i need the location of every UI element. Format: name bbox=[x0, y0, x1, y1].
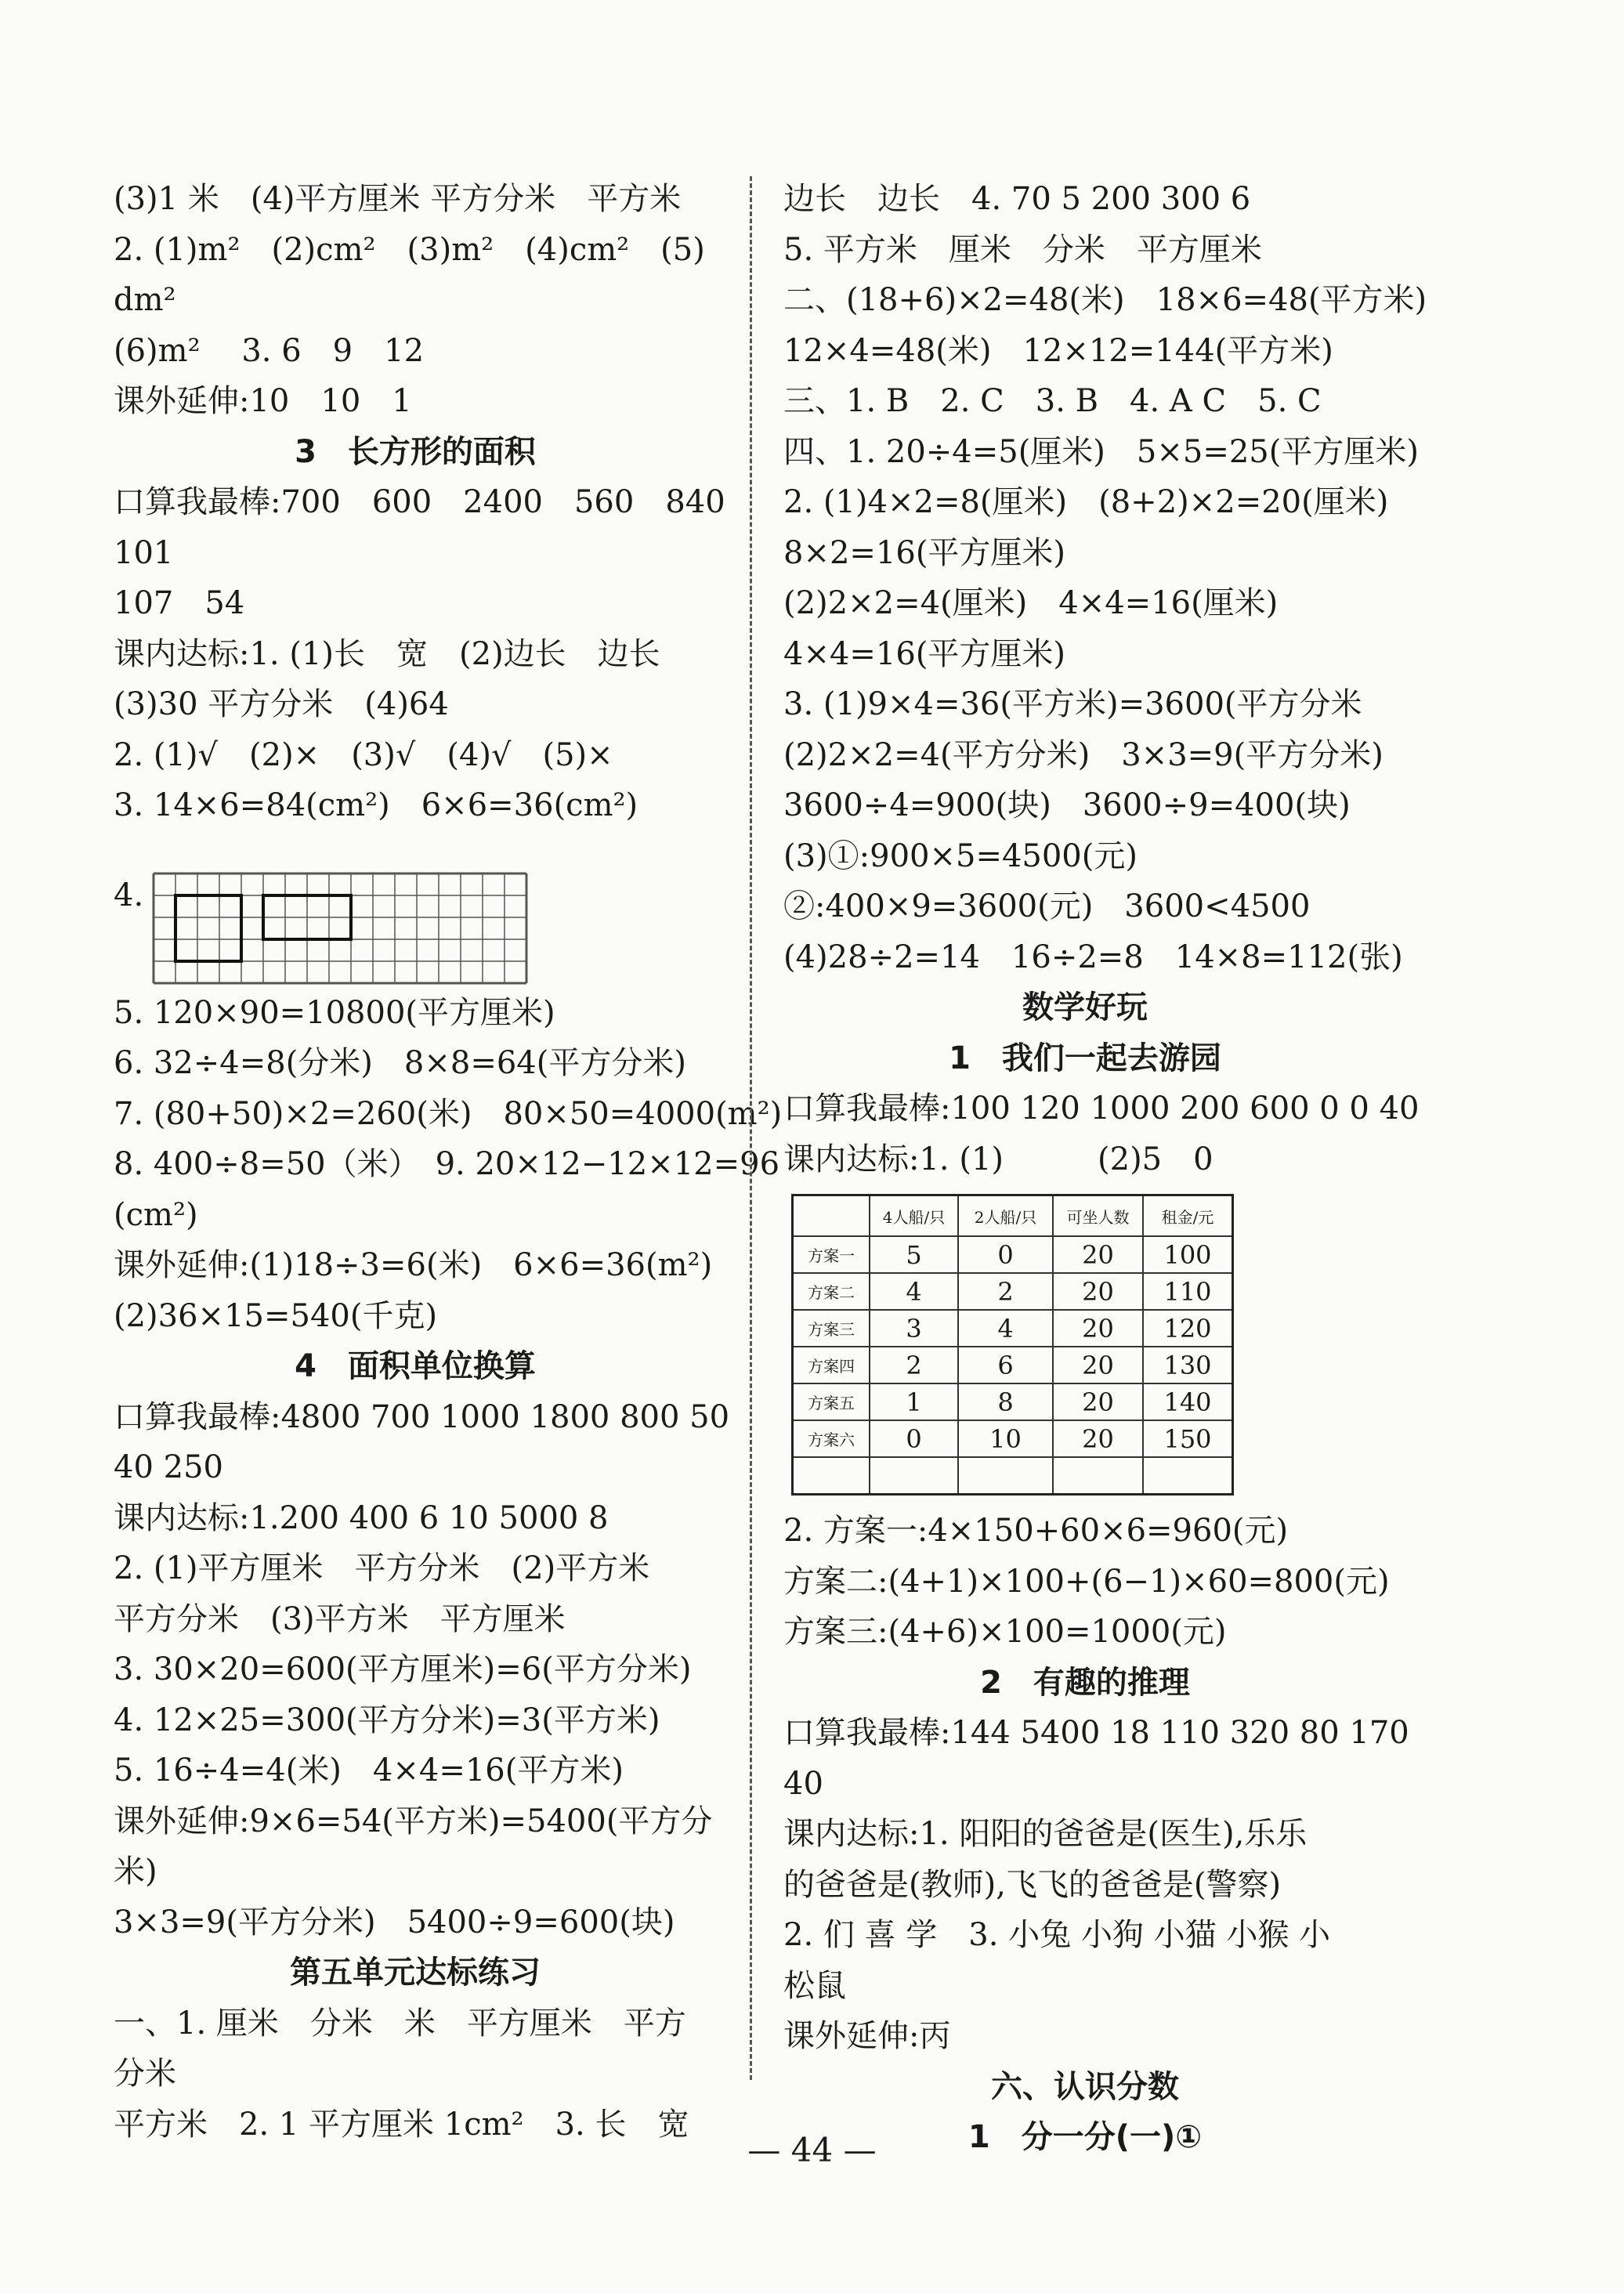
answer-line: (3)1 米 (4)平方厘米 平方分米 平方米 bbox=[114, 181, 682, 217]
answer-line: 口算我最棒:100 120 1000 200 600 0 0 40 bbox=[783, 1090, 1420, 1127]
answer-line: 口算我最棒:144 5400 18 110 320 80 170 bbox=[783, 1715, 1409, 1751]
grid-exercise-label: 4. bbox=[114, 877, 144, 913]
table-cell: 2 bbox=[870, 1347, 958, 1383]
answer-line: 米) bbox=[114, 1854, 157, 1890]
table-cell: 140 bbox=[1143, 1383, 1233, 1420]
grid-exercise bbox=[114, 831, 717, 988]
table-row bbox=[793, 1273, 1233, 1310]
table-cell: 130 bbox=[1143, 1347, 1233, 1383]
table-cell: 2 bbox=[958, 1273, 1053, 1310]
answer-line: 2. (1)平方厘米 平方分米 (2)平方米 bbox=[114, 1550, 650, 1586]
answer-line: 平方分米 (3)平方米 平方厘米 bbox=[114, 1600, 566, 1637]
answer-line: (6)m² 3. 6 9 12 bbox=[114, 332, 425, 369]
section-heading: 3 长方形的面积 bbox=[295, 433, 536, 470]
answer-line: 5. 平方米 厘米 分米 平方厘米 bbox=[783, 231, 1262, 268]
table-cell: 20 bbox=[1053, 1310, 1143, 1347]
table-row bbox=[793, 1236, 1233, 1273]
answer-line: 平方米 2. 1 平方厘米 1cm² 3. 长 宽 bbox=[114, 2106, 689, 2143]
table-cell bbox=[793, 1457, 870, 1495]
table-row bbox=[793, 1420, 1233, 1457]
answer-line: 3×3=9(平方分米) 5400÷9=600(块) bbox=[114, 1904, 675, 1940]
table-header-cell: 可坐人数 bbox=[1053, 1195, 1143, 1237]
answer-line: 3. (1)9×4=36(平方米)=3600(平方分米 bbox=[783, 686, 1362, 722]
answer-line: 课内达标:1. (1)长 宽 (2)边长 边长 bbox=[114, 635, 660, 672]
answer-line: 8×2=16(平方厘米) bbox=[783, 534, 1066, 571]
answer-line: 101 bbox=[114, 534, 174, 571]
answer-line: 课外延伸:丙 bbox=[783, 2018, 951, 2054]
answer-line: 40 bbox=[783, 1765, 823, 1802]
table-cell: 5 bbox=[870, 1236, 958, 1273]
table-cell: 4 bbox=[958, 1310, 1053, 1347]
answer-line: 2. 们 喜 学 3. 小兔 小狗 小猫 小猴 小 bbox=[783, 1917, 1331, 1953]
table-cell: 20 bbox=[1053, 1236, 1143, 1273]
table-row bbox=[793, 1383, 1233, 1420]
table-cell: 方案四 bbox=[793, 1347, 870, 1383]
answer-line: 40 250 bbox=[114, 1449, 223, 1485]
answer-line: (3)①:900×5=4500(元) bbox=[783, 837, 1138, 874]
section-heading: 1 分一分(一)① bbox=[968, 2119, 1203, 2155]
table-cell: 120 bbox=[1143, 1310, 1233, 1347]
table-cell bbox=[1143, 1457, 1233, 1495]
answer-line: 7. (80+50)×2=260(米) 80×50=4000(m²) bbox=[114, 1095, 783, 1132]
answer-line: 3600÷4=900(块) 3600÷9=400(块) bbox=[783, 787, 1351, 823]
table-cell bbox=[958, 1457, 1053, 1495]
answer-line: 四、1. 20÷4=5(厘米) 5×5=25(平方厘米) bbox=[783, 433, 1419, 470]
answer-line: 一、1. 厘米 分米 米 平方厘米 平方 bbox=[114, 2005, 686, 2042]
answer-line: (2)2×2=4(厘米) 4×4=16(厘米) bbox=[783, 585, 1279, 621]
table-cell: 100 bbox=[1143, 1236, 1233, 1273]
section-heading: 4 面积单位换算 bbox=[295, 1348, 536, 1384]
table-cell: 方案三 bbox=[793, 1310, 870, 1347]
left-column bbox=[114, 174, 783, 2150]
table-cell: 110 bbox=[1143, 1273, 1233, 1310]
table-cell: 10 bbox=[958, 1420, 1053, 1457]
answer-line: 课外延伸:9×6=54(平方米)=5400(平方分 bbox=[114, 1803, 713, 1839]
table-cell: 3 bbox=[870, 1310, 958, 1347]
answer-line: 6. 32÷4=8(分米) 8×8=64(平方分米) bbox=[114, 1045, 686, 1081]
answer-line: 107 54 bbox=[114, 585, 245, 621]
table-cell: 6 bbox=[958, 1347, 1053, 1383]
section-heading: 数学好玩 bbox=[1022, 989, 1148, 1025]
section-heading: 1 我们一起去游园 bbox=[949, 1040, 1221, 1076]
section-heading: 六、认识分数 bbox=[991, 2068, 1179, 2105]
table-header-cell: 租金/元 bbox=[1143, 1195, 1233, 1237]
answer-line: (4)28÷2=14 16÷2=8 14×8=112(张) bbox=[783, 939, 1403, 975]
answer-line: 2. 方案一:4×150+60×6=960(元) bbox=[783, 1513, 1289, 1549]
table-cell: 20 bbox=[1053, 1347, 1143, 1383]
section-heading: 第五单元达标练习 bbox=[290, 1955, 541, 1991]
table-header-cell: 2人船/只 bbox=[958, 1195, 1053, 1237]
answer-line: 4. 12×25=300(平方分米)=3(平方米) bbox=[114, 1702, 660, 1738]
answer-line: 4×4=16(平方厘米) bbox=[783, 635, 1066, 672]
grid-figure bbox=[150, 869, 533, 1002]
table-cell: 方案一 bbox=[793, 1236, 870, 1273]
table-cell bbox=[1053, 1457, 1143, 1495]
table-cell: 方案六 bbox=[793, 1420, 870, 1457]
drawn-rectangle bbox=[175, 895, 241, 961]
right-column bbox=[783, 174, 1427, 2163]
answer-line: 2. (1)√ (2)× (3)√ (4)√ (5)× bbox=[114, 736, 613, 773]
answer-line: dm² bbox=[114, 282, 176, 318]
table-cell: 方案二 bbox=[793, 1273, 870, 1310]
answer-line: 课内达标:1.200 400 6 10 5000 8 bbox=[114, 1499, 609, 1536]
answer-line: 课外延伸:(1)18÷3=6(米) 6×6=36(m²) bbox=[114, 1247, 713, 1283]
answer-line: 2. (1)m² (2)cm² (3)m² (4)cm² (5) bbox=[114, 231, 705, 268]
answer-line: 课外延伸:10 10 1 bbox=[114, 383, 412, 419]
table-cell: 8 bbox=[958, 1383, 1053, 1420]
answer-line: 边长 边长 4. 70 5 200 300 6 bbox=[783, 181, 1251, 217]
table-row bbox=[793, 1310, 1233, 1347]
answer-line: 5. 16÷4=4(米) 4×4=16(平方米) bbox=[114, 1752, 624, 1788]
table-cell: 方案五 bbox=[793, 1383, 870, 1420]
answer-line: 二、(18+6)×2=48(米) 18×6=48(平方米) bbox=[783, 282, 1427, 318]
answer-line: (2)36×15=540(千克) bbox=[114, 1297, 438, 1334]
answer-line: 口算我最棒:700 600 2400 560 840 bbox=[114, 484, 725, 520]
table-block bbox=[783, 1184, 1387, 1506]
table-cell: 20 bbox=[1053, 1273, 1143, 1310]
table-header-cell bbox=[793, 1195, 870, 1237]
boat-rental-table bbox=[791, 1194, 1234, 1496]
table-cell: 0 bbox=[870, 1420, 958, 1457]
section-heading: 2 有趣的推理 bbox=[980, 1664, 1190, 1701]
answer-line: (cm²) bbox=[114, 1196, 198, 1233]
table-cell: 1 bbox=[870, 1383, 958, 1420]
answer-line: 的爸爸是(教师),飞飞的爸爸是(警察) bbox=[783, 1866, 1282, 1903]
answer-line: 5. 120×90=10800(平方厘米) bbox=[114, 994, 555, 1031]
answer-line: 三、1. B 2. C 3. B 4. A C 5. C bbox=[783, 383, 1322, 419]
answer-line: 口算我最棒:4800 700 1000 1800 800 50 bbox=[114, 1398, 730, 1435]
column-divider bbox=[750, 176, 752, 2080]
table-cell bbox=[870, 1457, 958, 1495]
answer-line: 3. 30×20=600(平方厘米)=6(平方分米) bbox=[114, 1651, 692, 1687]
table-cell: 150 bbox=[1143, 1420, 1233, 1457]
table-cell: 20 bbox=[1053, 1383, 1143, 1420]
table-header-cell: 4人船/只 bbox=[870, 1195, 958, 1237]
page-number: — 44 — bbox=[747, 2131, 877, 2169]
answer-line: 松鼠 bbox=[783, 1967, 846, 2004]
answer-line: 分米 bbox=[114, 2056, 176, 2092]
answer-line: 8. 400÷8=50（米） 9. 20×12−12×12=96 bbox=[114, 1146, 780, 1182]
answer-line: 课内达标:1. (1) (2)5 0 bbox=[783, 1141, 1213, 1177]
answer-line: 12×4=48(米) 12×12=144(平方米) bbox=[783, 332, 1333, 369]
table-row bbox=[793, 1347, 1233, 1383]
table-cell: 20 bbox=[1053, 1420, 1143, 1457]
table-cell: 0 bbox=[958, 1236, 1053, 1273]
table-row bbox=[793, 1457, 1233, 1495]
answer-line: (2)2×2=4(平方分米) 3×3=9(平方分米) bbox=[783, 736, 1383, 773]
answer-line: ②:400×9=3600(元) 3600<4500 bbox=[783, 888, 1311, 924]
answer-line: 课内达标:1. 阳阳的爸爸是(医生),乐乐 bbox=[783, 1816, 1308, 1852]
answer-line: 2. (1)4×2=8(厘米) (8+2)×2=20(厘米) bbox=[783, 484, 1389, 520]
answer-line: 3. 14×6=84(cm²) 6×6=36(cm²) bbox=[114, 787, 638, 823]
table-cell: 4 bbox=[870, 1273, 958, 1310]
answer-line: (3)30 平方分米 (4)64 bbox=[114, 686, 449, 722]
table-header-row bbox=[793, 1195, 1233, 1237]
answer-line: 方案二:(4+1)×100+(6−1)×60=800(元) bbox=[783, 1563, 1390, 1600]
answer-line: 方案三:(4+6)×100=1000(元) bbox=[783, 1614, 1227, 1650]
